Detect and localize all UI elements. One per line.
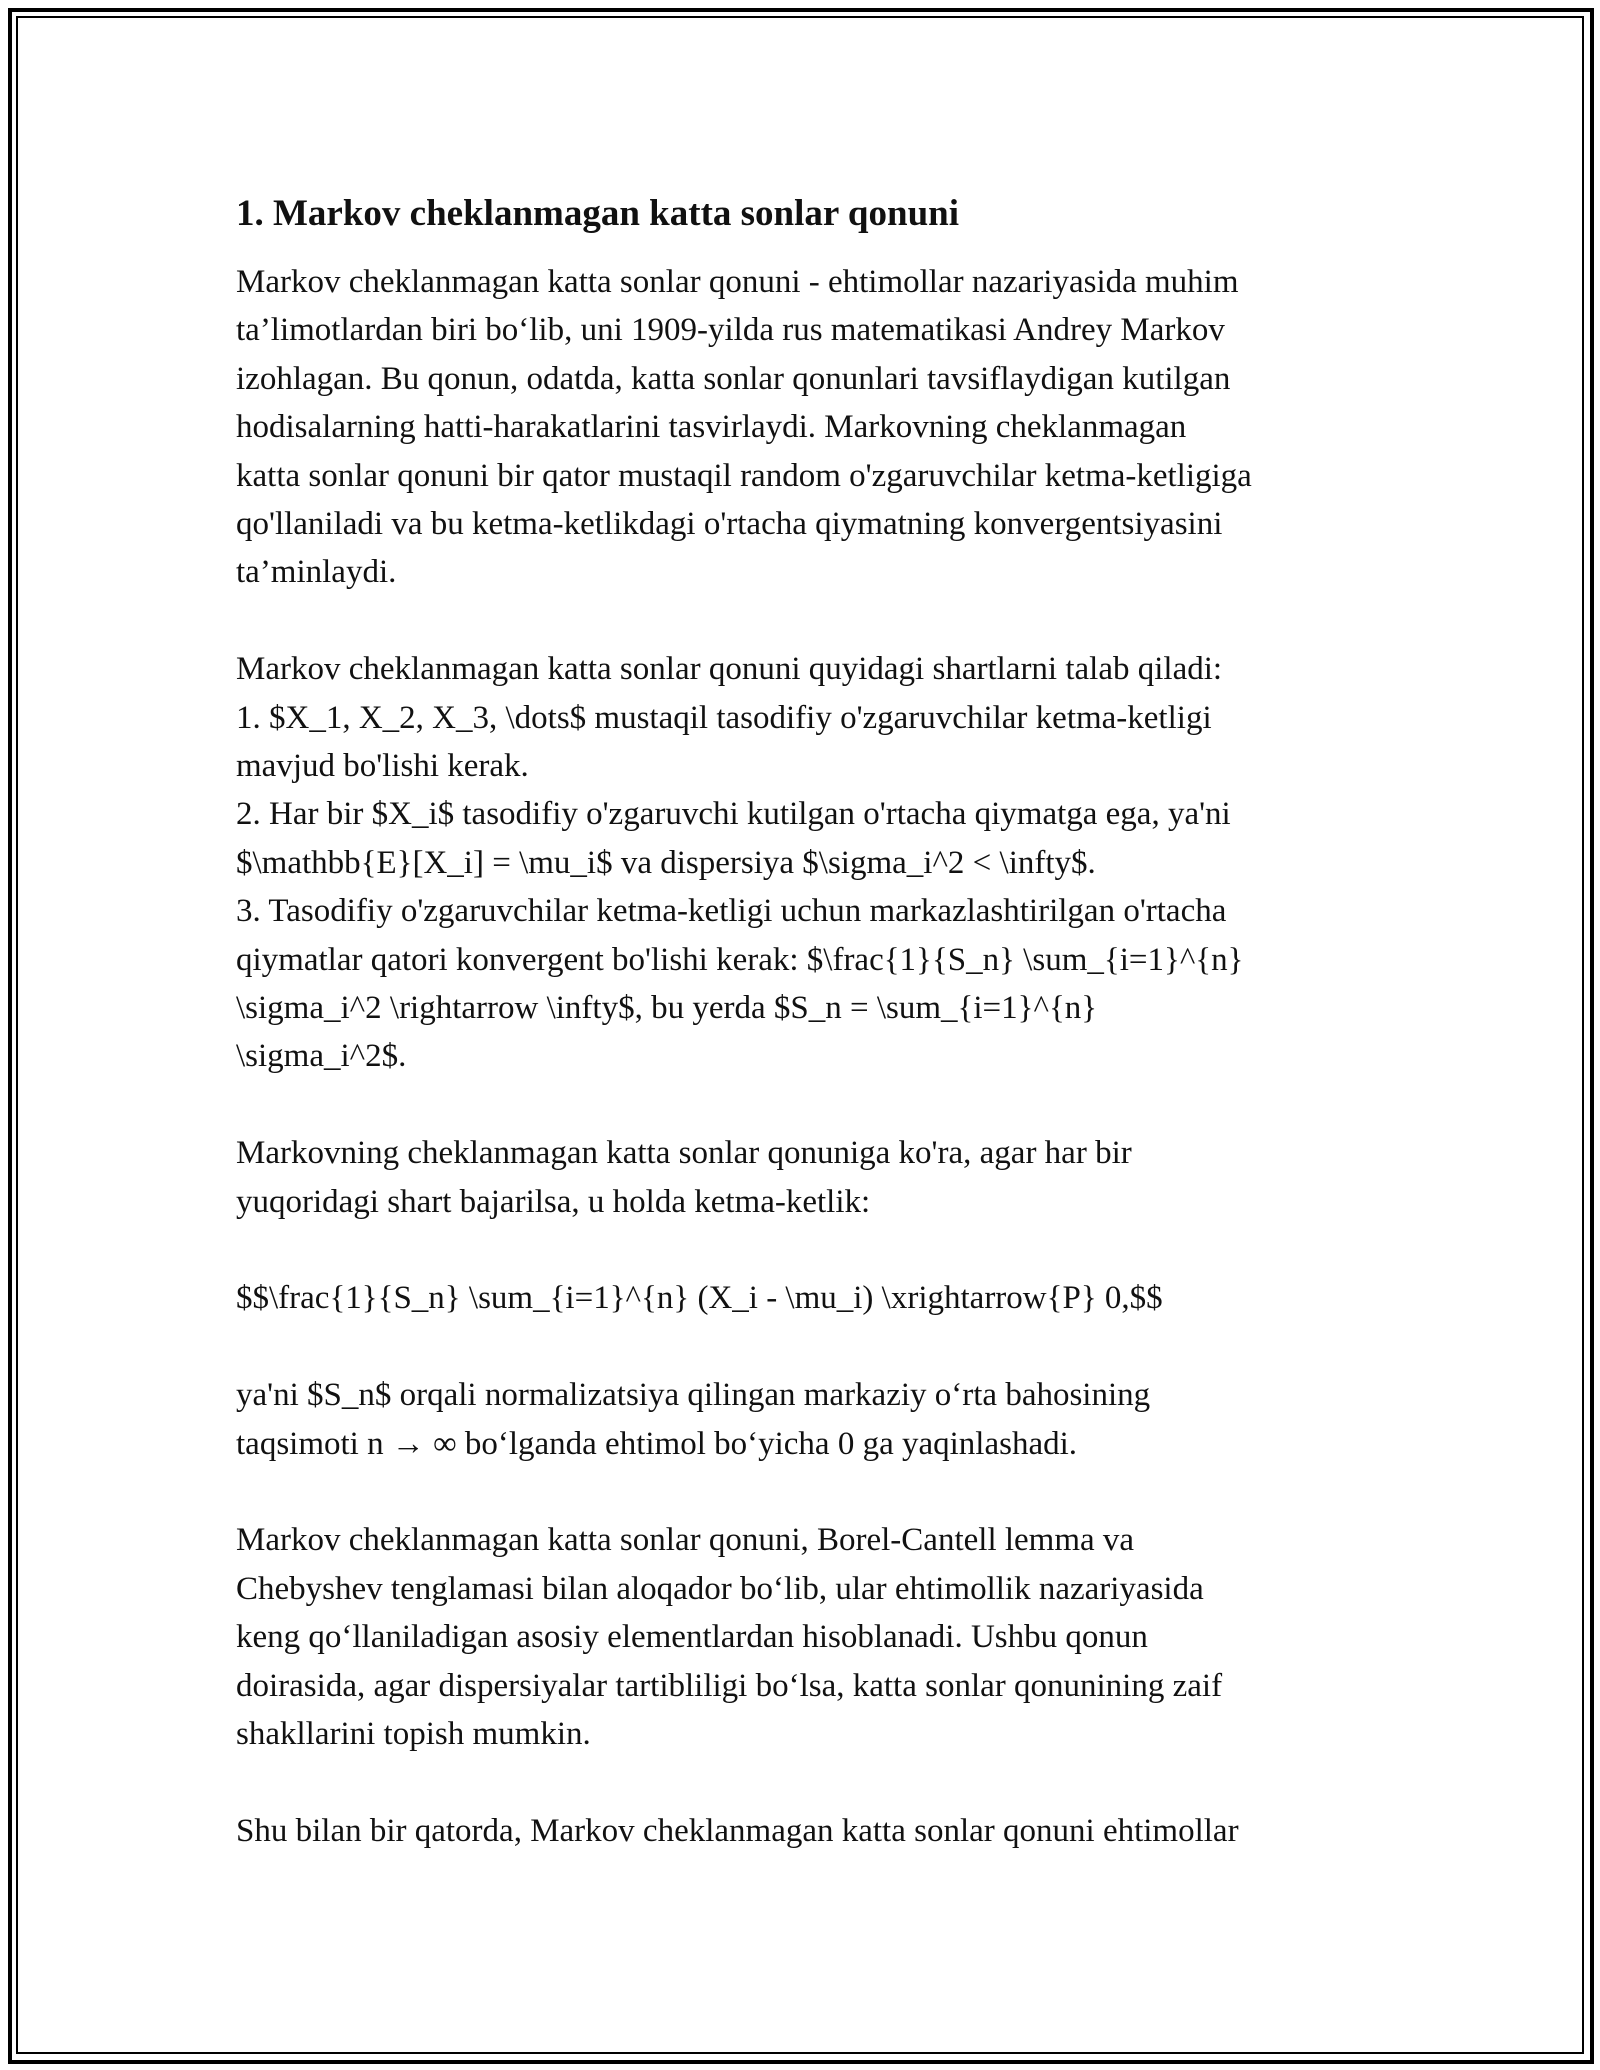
paragraph-gap [236,597,1386,645]
text-line: $\mathbb{E}[X_i] = \mu_i$ va dispersiya $\sigma_i^2 < \infty$. [236,844,1096,881]
paragraph-explanation [236,1371,1386,1468]
text-line: qiymatlar qatori konvergent bo'lishi kerak: $\frac{1}{S_n} \sum_{i=1}^{n} [236,941,1244,978]
text-line: Markov cheklanmagan katta sonlar qonuni quyidagi shartlarni talab qiladi: [236,651,1223,688]
text-line: 1. $X_1, X_2, X_3, \dots$ mustaqil tasodifiy o'zgaruvchilar ketma-ketligi [236,699,1212,736]
text-line: mavjud bo'lishi kerak. [236,748,529,785]
text-line: taqsimoti n → ∞ bo‘lganda ehtimol bo‘yicha 0 ga yaqinlashadi. [236,1425,1078,1462]
text-line: izohlagan. Bu qonun, odatda, katta sonlar qonunlari tavsiflaydigan kutilgan [236,360,1231,397]
text-line: hodisalarning hatti-harakatlarini tasvirlaydi. Markovning cheklanmagan [236,409,1187,446]
text-line: 3. Tasodifiy o'zgaruvchilar ketma-ketligi uchun markazlashtirilgan o'rtacha [236,893,1227,930]
paragraph-gap [236,1468,1386,1516]
paragraph-intro [236,258,1386,597]
paragraph-gap [236,1226,1386,1274]
paragraph-statement [236,1129,1386,1226]
text-line: 2. Har bir $X_i$ tasodifiy o'zgaruvchi kutilgan o'rtacha qiymatga ega, ya'ni [236,796,1231,833]
text-line: Chebyshev tenglamasi bilan aloqador bo‘lib, ular ehtimollik nazariyasida [236,1570,1204,1607]
formula-line: $$\frac{1}{S_n} \sum_{i=1}^{n} (X_i - \mu_i) \xrightarrow{P} 0,$$ [236,1280,1163,1317]
text-line: ta’minlaydi. [236,554,397,591]
text-line: Shu bilan bir qatorda, Markov cheklanmagan katta sonlar qonuni ehtimollar [236,1812,1239,1849]
text-line: qo'llaniladi va bu ketma-ketlikdagi o'rtacha qiymatning konvergentsiyasini [236,506,1223,543]
text-line: Markov cheklanmagan katta sonlar qonuni, Borel-Cantell lemma va [236,1522,1135,1559]
paragraph-formula [236,1274,1386,1322]
text-line: yuqoridagi shart bajarilsa, u holda ketma-ketlik: [236,1183,871,1220]
text-line: shakllarini topish mumkin. [236,1716,591,1753]
paragraph-gap [236,1759,1386,1807]
text-line: ta’limotlardan biri bo‘lib, uni 1909-yilda rus matematikasi Andrey Markov [236,312,1225,349]
text-line: doirasida, agar dispersiyalar tartibliligi bo‘lsa, katta sonlar qonunining zaif [236,1667,1223,1704]
text-line: ya'ni $S_n$ orqali normalizatsiya qilingan markaziy o‘rta bahosining [236,1377,1151,1414]
text-line: Markov cheklanmagan katta sonlar qonuni - ehtimollar nazariyasida muhim [236,264,1239,300]
paragraph-gap [236,1081,1386,1129]
paragraph-gap [236,1323,1386,1371]
document-body [236,190,1386,1855]
text-line: \sigma_i^2 \rightarrow \infty$, bu yerda $S_n = \sum_{i=1}^{n} [236,990,1098,1027]
section-heading: 1. Markov cheklanmagan katta sonlar qonuni [236,193,959,234]
text-line: \sigma_i^2$. [236,1038,407,1075]
text-line: katta sonlar qonuni bir qator mustaqil random o'zgaruvchilar ketma-ketligiga [236,457,1252,494]
paragraph-continuation [236,1807,1386,1855]
text-line: keng qo‘llaniladigan asosiy elementlardan hisoblanadi. Ushbu qonun [236,1619,1148,1656]
text-line: Markovning cheklanmagan katta sonlar qonuniga ko'ra, agar har bir [236,1135,1132,1172]
paragraph-conditions [236,645,1386,1081]
paragraph-relations [236,1516,1386,1758]
